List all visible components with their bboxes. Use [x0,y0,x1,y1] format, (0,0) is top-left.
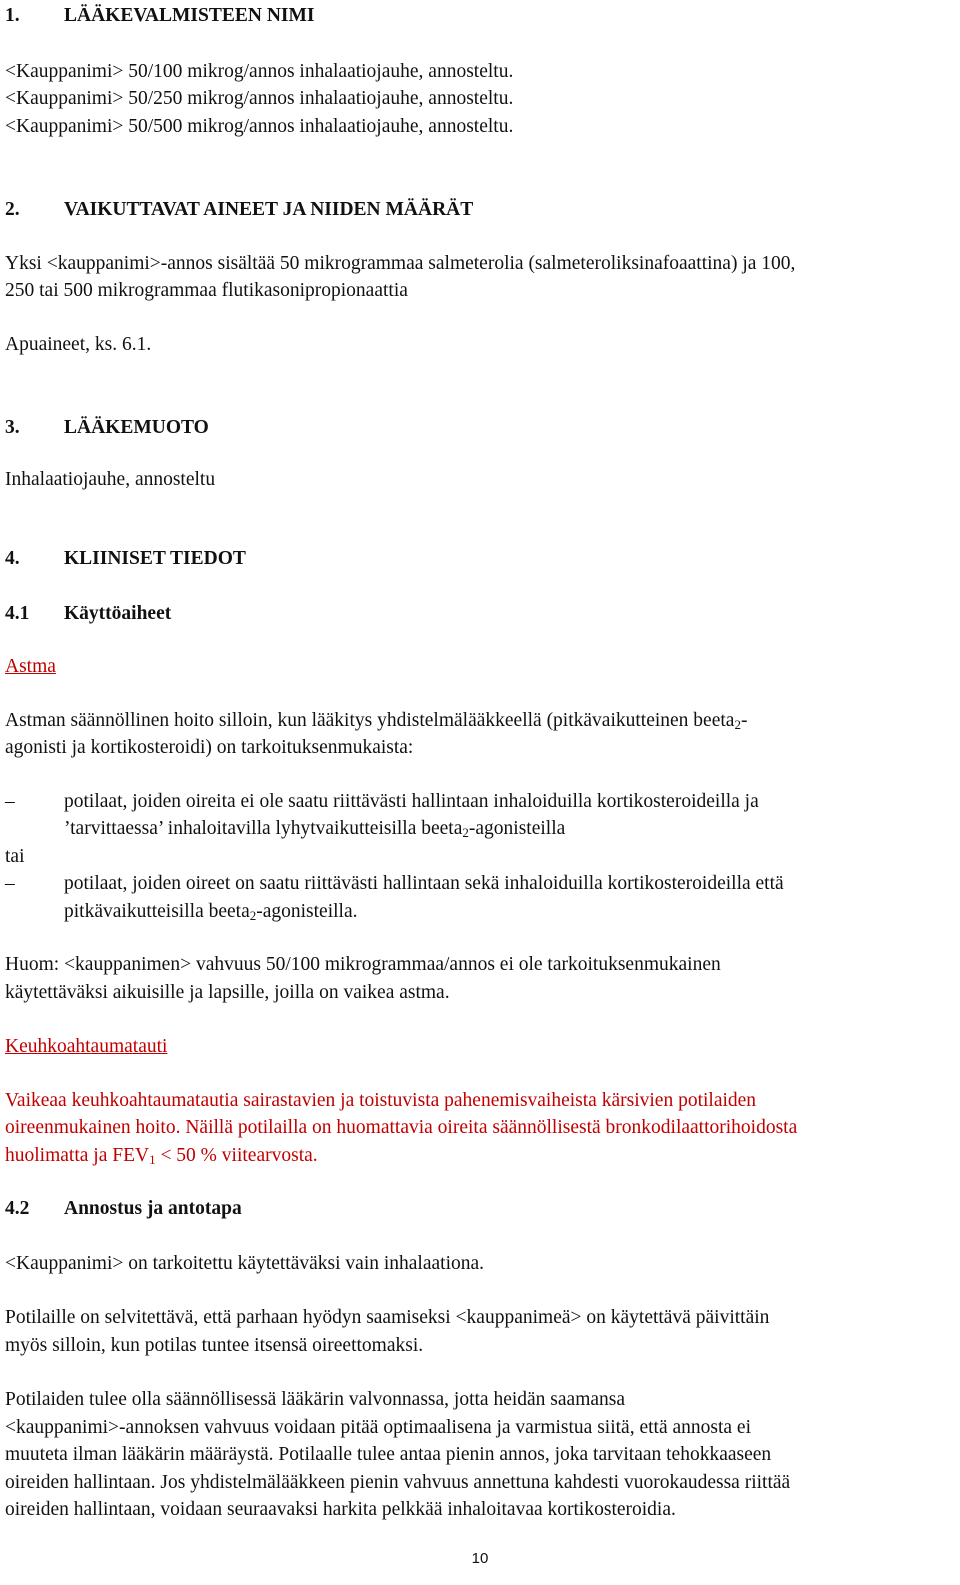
product-name-line: <Kauppanimi> 50/100 mikrog/annos inhalaatiojauhe, annosteltu. [5,60,514,82]
section-title: LÄÄKEMUOTO [64,417,209,438]
astma-indication-paragraph [5,707,945,762]
paragraph-line: myös silloin, kun potilas tuntee itsensä oireettomaksi. [5,1334,424,1356]
page-number: 10 [471,1550,489,1567]
product-name-block [5,58,945,141]
supervision-paragraph [5,1386,945,1524]
product-name-line: <Kauppanimi> 50/500 mikrog/annos inhalaatiojauhe, annosteltu. [5,115,514,137]
composition-line: 250 tai 500 mikrogrammaa flutikasonipropionaattia [5,280,408,301]
copd-line: Vaikeaa keuhkoahtaumatautia sairastavien ja toistuvista pahenemisvaiheista kärsivien potilaiden [5,1089,757,1111]
section-2-heading [5,196,945,224]
indication-line: agonisti ja kortikosteroidi) on tarkoituksenmukaista: [5,737,414,758]
copd-paragraph [5,1087,945,1170]
copd-line [5,1142,945,1170]
excipients-line: Apuaineet, ks. 6.1. [5,333,152,355]
subscript: 1 [149,1151,156,1167]
bullet-line-text: pitkävaikutteisilla beeta [64,900,250,922]
section-number: 4.1 [5,602,30,624]
or-connector: tai [5,845,25,867]
paragraph-line: Potilaille on selvitettävä, että parhaan hyödyn saamiseksi <kauppanimeä> on käytettävä päivittäin [5,1307,770,1328]
indication-line [5,707,945,735]
indication-text: Astman säännöllinen hoito silloin, kun lääkitys yhdistelmälääkkeellä (pitkävaikutteinen beeta [5,709,735,731]
bullet-line-text: -agonisteilla [468,818,566,839]
section-title: Käyttöaiheet [64,602,172,624]
bullet-item [5,788,945,843]
section-4-2-heading [5,1195,945,1223]
section-4-1-heading [5,600,945,628]
product-name-line: <Kauppanimi> 50/250 mikrog/annos inhalaatiojauhe, annosteltu. [5,88,514,109]
paragraph-line: oireiden hallintaan. Jos yhdistelmälääkkeen pienin vahvuus annettuna kahdesti vuorokaudessa riittää [5,1471,791,1493]
copd-line: oireenmukainen hoito. Näillä potilailla on huomattavia oireita säännöllisestä bronkodilaattorihoidosta [5,1117,798,1138]
astma-subheading: Astma [5,656,56,677]
section-1-heading [5,2,945,30]
bullet-line [64,898,945,926]
bullet-line: potilaat, joiden oireita ei ole saatu riittävästi hallintaan inhaloiduilla kortikosteroideilla ja [64,790,759,812]
dash-bullet: – [5,790,15,812]
document-page [5,0,945,1524]
section-number: 1. [5,5,20,26]
section-number: 4.2 [5,1198,30,1219]
subscript: 2 [734,716,741,732]
section-title: Annostus ja antotapa [64,1198,242,1219]
copd-line-text: huolimatta ja FEV [5,1144,150,1166]
bullet-line [64,815,945,843]
hyphen: - [740,709,748,731]
dosage-form-text: Inhalaatiojauhe, annosteltu [5,468,216,490]
bullet-line: potilaat, joiden oireet on saatu riittävästi hallintaan sekä inhaloiduilla kortikosteroideilla että [64,873,784,894]
bullet-line-text: ’tarvittaessa’ inhaloitavilla lyhytvaikutteisilla beeta [64,818,463,839]
section-number: 2. [5,199,20,220]
note-paragraph [5,951,945,1006]
section-title: LÄÄKEVALMISTEEN NIMI [64,5,315,26]
section-number: 4. [5,548,20,569]
note-line: käytettäväksi aikuisille ja lapsille, joilla on vaikea astma. [5,981,450,1003]
bullet-line-text: -agonisteilla. [256,900,358,922]
section-title: VAIKUTTAVAT AINEET JA NIIDEN MÄÄRÄT [64,199,474,220]
bullet-item [5,870,945,925]
section-4-heading [5,545,945,573]
bullet-text [64,788,945,843]
dash-bullet: – [5,873,15,894]
composition-line: Yksi <kauppanimi>-annos sisältää 50 mikrogrammaa salmeterolia (salmeteroliksinafoaattina) ja 100, [5,252,796,274]
bullet-text [64,870,945,925]
subscript: 2 [462,825,469,840]
paragraph-line: oireiden hallintaan, voidaan seuraavaksi harkita pelkkää inhaloitavaa kortikosteroidia. [5,1499,676,1520]
composition-paragraph [5,250,945,305]
paragraph-line: muuteta ilman lääkärin määräystä. Potilaalle tulee antaa pienin annos, joka tarvitaan tehokkaaseen [5,1444,772,1465]
administration-line: <Kauppanimi> on tarkoitettu käytettäväksi vain inhalaationa. [5,1252,485,1274]
paragraph-line: <kauppanimi>-annoksen vahvuus voidaan pitää optimaalisena ja varmistua siitä, että annosta ei [5,1416,751,1438]
daily-use-paragraph [5,1304,945,1359]
section-number: 3. [5,417,20,438]
note-line: Huom: <kauppanimen> vahvuus 50/100 mikrogrammaa/annos ei ole tarkoituksenmukainen [5,954,721,975]
copd-line-text: < 50 % viitearvosta. [155,1144,318,1166]
subscript: 2 [249,907,257,923]
paragraph-line: Potilaiden tulee olla säännöllisessä lääkärin valvonnassa, jotta heidän saamansa [5,1389,626,1410]
section-3-heading [5,414,945,442]
section-title: KLIINISET TIEDOT [64,548,246,569]
copd-subheading: Keuhkoahtaumatauti [5,1036,168,1057]
